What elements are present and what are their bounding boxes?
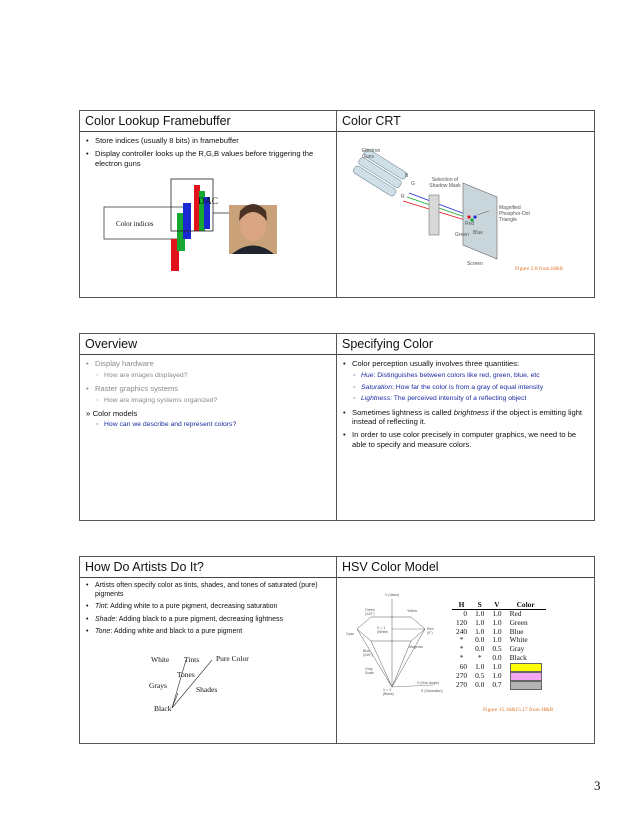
slide-content	[86, 359, 332, 432]
cell-color: Gray	[509, 644, 525, 654]
title-divider	[337, 354, 594, 355]
cell-color: Black	[509, 652, 527, 662]
dac-label: DAC	[198, 197, 219, 207]
slide-how-do-artists	[79, 556, 338, 744]
definition: : The perceived intensity of a reflecting object	[390, 395, 527, 403]
color-swatch-pink	[510, 672, 542, 681]
cell-h: *	[459, 652, 464, 662]
header-h: H	[452, 600, 471, 610]
definition: : Adding white and black to a pure pigment	[110, 628, 243, 636]
definition: : Distinguishes between colors like red, green, blue, etc	[373, 372, 540, 380]
label-grays: Grays	[149, 681, 167, 690]
term: Tone	[95, 628, 111, 636]
definition: : Adding white to a pure pigment, decreasing saturation	[106, 603, 278, 611]
sub-bullet-saturation	[343, 384, 589, 392]
label-g: G	[411, 181, 415, 187]
slide-color-crt	[336, 110, 595, 298]
slide-overview	[79, 333, 338, 521]
cone-label-cyan: Cyan	[346, 632, 355, 636]
overview-item: • Display hardware	[86, 359, 332, 368]
definition: : How far the color is from a gray of equal intensity	[391, 383, 544, 391]
definition: : Adding black to a pure pigment, decreasing lightness	[115, 615, 283, 623]
slide-title: Specifying Color	[342, 337, 434, 351]
cell-s: 1.0	[475, 617, 485, 627]
color-swatch-yellow	[510, 663, 542, 672]
cell-s: *	[477, 652, 482, 662]
figure-caption: Figure 2.8 from H&B	[515, 266, 563, 272]
cone-label-red: Red (0°)	[427, 627, 434, 635]
cell-v: 1.0	[492, 609, 502, 618]
label-tints: Tints	[184, 655, 200, 664]
cell-v: 1.0	[492, 626, 502, 636]
label-red: Red	[465, 221, 475, 227]
overview-subitem: ◦ How are imaging systems organized?	[86, 397, 332, 405]
cone-label-green: Green (120°)	[365, 608, 375, 616]
cone-label-yellow: Yellow	[407, 609, 417, 613]
cell-s: 0.0	[475, 635, 485, 645]
bullet: • In order to use color precisely in computer graphics, we need to be able to specify and measure colors.	[343, 430, 589, 449]
slide-specifying-color	[336, 333, 595, 521]
cell-color: Blue	[509, 626, 524, 636]
cone-label-gray-scale: Gray Scale	[365, 667, 374, 675]
slide-title: How Do Artists Do It?	[85, 560, 204, 574]
cone-label-blue: Blue (240°)	[363, 649, 373, 657]
term: Lightness	[361, 395, 391, 403]
bullet: • Artists often specify color as tints, shades, and tones of saturated (pure) pigments	[86, 582, 332, 599]
cell-h: 270	[456, 679, 468, 689]
label-b: B	[405, 173, 409, 179]
color-indices-label: Color indices	[116, 220, 154, 228]
cell-swatch	[506, 681, 546, 690]
cell-color: Red	[509, 609, 522, 618]
cell-s: 0.0	[475, 679, 485, 689]
label-white: White	[151, 655, 170, 664]
sub-bullet-lightness	[343, 395, 589, 403]
label-r: R	[401, 194, 405, 200]
cone-label-magenta: Magenta	[409, 645, 423, 649]
header-v: V	[488, 600, 505, 610]
term: Hue	[361, 372, 374, 380]
cell-s: 1.0	[475, 609, 485, 618]
slide-hsv-color-model	[336, 556, 595, 744]
cell-v: 0.5	[492, 644, 502, 654]
cone-label-saturation: S (Saturation)	[421, 689, 443, 693]
cell-v: 1.0	[492, 617, 502, 627]
cell-s: 1.0	[475, 626, 485, 636]
table-row	[452, 681, 546, 690]
hsv-table	[452, 600, 546, 690]
term: Tint	[95, 603, 107, 611]
cone-label-value: V (Value)	[385, 593, 400, 597]
face-photo-placeholder	[229, 204, 277, 254]
cell-h: 120	[456, 617, 468, 627]
arrow-icon	[86, 409, 90, 418]
color-swatch-gray	[510, 681, 542, 690]
cell-h: 60	[459, 661, 468, 671]
cell-v: 1.0	[492, 635, 502, 645]
cell-v: 1.0	[492, 670, 502, 680]
cell-s: 0.5	[475, 670, 485, 680]
page-number: 3	[594, 778, 601, 793]
overview-subitem: ◦ How are images displayed?	[86, 372, 332, 380]
overview-item: • Raster graphics systems	[86, 384, 332, 393]
cell-s: 0.0	[475, 644, 485, 654]
header-s: S	[471, 600, 488, 610]
cell-h: 270	[456, 670, 468, 680]
label-tones: Tones	[177, 670, 195, 679]
slide-title: Color CRT	[342, 114, 401, 128]
cell-v: 0.7	[492, 679, 502, 689]
slide-content	[343, 359, 589, 453]
sub-bullet-hue	[343, 372, 589, 380]
cell-h: *	[459, 635, 464, 645]
bullet: • Store indices (usually 8 bits) in framebuffer	[86, 136, 332, 145]
cell-h: *	[459, 644, 464, 654]
cell-swatch	[506, 672, 546, 681]
label-magnified: Magnified Phosphor-Dot Triangle	[499, 205, 530, 223]
cell-h: 240	[456, 626, 468, 636]
cone-label-white: V = 1 (White)	[377, 626, 389, 634]
bullet	[343, 408, 589, 427]
label-screen: Screen	[467, 261, 483, 267]
figure-caption: Figure 15.16&15.17 from H&B	[483, 707, 554, 713]
cell-h: 0	[463, 609, 468, 618]
label-shades: Shades	[196, 685, 218, 694]
cone-label-black: V = 0 (Black)	[383, 688, 394, 696]
term: Shade	[95, 615, 116, 623]
slide-title: Color Lookup Framebuffer	[85, 114, 231, 128]
title-divider	[80, 354, 337, 355]
overview-item-current	[86, 409, 332, 418]
text: Sometimes lightness is called	[352, 407, 454, 417]
slide-title: HSV Color Model	[342, 560, 439, 574]
tint-shade-diagram	[80, 557, 337, 743]
label-blue: Blue	[473, 230, 484, 236]
label-electron-guns: Electron Guns	[362, 148, 381, 160]
cell-s: 1.0	[475, 661, 485, 671]
slide-color-lookup-framebuffer	[79, 110, 338, 298]
slide-title: Overview	[85, 337, 138, 351]
term: Saturation	[361, 383, 392, 391]
header-color: Color	[506, 600, 546, 610]
label-green: Green	[455, 232, 469, 238]
label-black: Black	[154, 704, 172, 713]
cone-label-hue: H (Hue Angle)	[417, 681, 439, 685]
cell-color: Green	[509, 617, 528, 627]
cell-color: White	[509, 635, 528, 645]
cell-v: 1.0	[492, 661, 502, 671]
cell-swatch	[506, 663, 546, 672]
bullet: • Color perception usually involves three quantities:	[343, 359, 589, 368]
term: brightness	[453, 407, 489, 417]
label-pure-color: Pure Color	[216, 654, 249, 663]
text: if the object is emitting light instead of reflecting it.	[352, 407, 583, 427]
overview-item-text: Color models	[92, 408, 138, 418]
overview-subitem: ◦ How can we describe and represent colors?	[86, 421, 332, 429]
bullet: • Display controller looks up the R,G,B values before triggering the electron guns	[86, 149, 332, 168]
label-selection-shadow-mask: Selection of Shadow Mask	[429, 177, 461, 189]
cell-v: 0.0	[492, 652, 502, 662]
